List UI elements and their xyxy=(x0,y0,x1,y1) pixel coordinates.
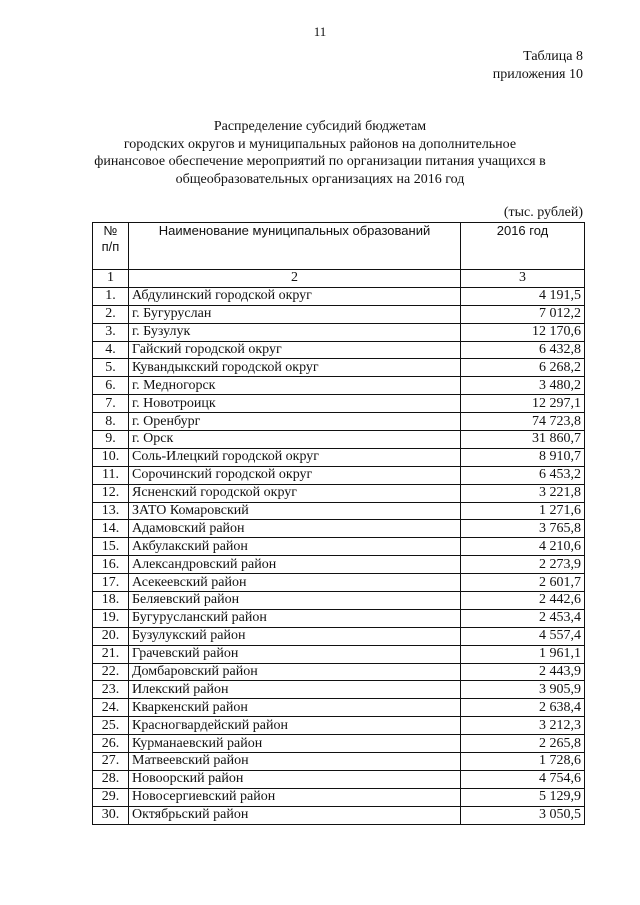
table-header-row xyxy=(93,223,585,270)
table-row xyxy=(93,788,585,806)
row-number: 2. xyxy=(93,305,129,323)
table-row xyxy=(93,753,585,771)
row-value: 2 601,7 xyxy=(461,574,585,592)
table-row xyxy=(93,377,585,395)
row-value: 2 443,9 xyxy=(461,663,585,681)
title-line1: Распределение субсидий бюджетам xyxy=(213,119,427,134)
column-index-1: 1 xyxy=(93,270,129,288)
table-row xyxy=(93,502,585,520)
table-row xyxy=(93,592,585,610)
row-number: 17. xyxy=(93,574,129,592)
row-value: 3 765,8 xyxy=(461,520,585,538)
row-number: 18. xyxy=(93,592,129,610)
table-row xyxy=(93,323,585,341)
row-value: 2 442,6 xyxy=(461,592,585,610)
header-number xyxy=(93,223,129,270)
table-row xyxy=(93,484,585,502)
row-value: 8 910,7 xyxy=(461,448,585,466)
table-row xyxy=(93,717,585,735)
table-row xyxy=(93,413,585,431)
table-row xyxy=(93,627,585,645)
row-name: Абдулинский городской округ xyxy=(129,287,461,305)
row-number: 26. xyxy=(93,735,129,753)
row-name: Бузулукский район xyxy=(129,627,461,645)
row-number: 9. xyxy=(93,431,129,449)
row-value: 4 210,6 xyxy=(461,538,585,556)
table-row xyxy=(93,645,585,663)
row-name: Илекский район xyxy=(129,681,461,699)
row-value: 4 557,4 xyxy=(461,627,585,645)
header-year: 2016 год xyxy=(461,223,585,270)
row-value: 6 432,8 xyxy=(461,341,585,359)
row-number: 1. xyxy=(93,287,129,305)
row-value: 7 012,2 xyxy=(461,305,585,323)
row-number: 14. xyxy=(93,520,129,538)
row-name: Асекеевский район xyxy=(129,574,461,592)
row-name: Александровский район xyxy=(129,556,461,574)
row-name: Беляевский район xyxy=(129,592,461,610)
row-number: 3. xyxy=(93,323,129,341)
row-number: 15. xyxy=(93,538,129,556)
row-name: ЗАТО Комаровский xyxy=(129,502,461,520)
table-row xyxy=(93,448,585,466)
row-number: 5. xyxy=(93,359,129,377)
row-name: Ясненский городской округ xyxy=(129,484,461,502)
table-row xyxy=(93,359,585,377)
table-row xyxy=(93,699,585,717)
header-number-line2: п/п xyxy=(101,239,120,254)
header-number-line1: № xyxy=(103,223,118,238)
table-row xyxy=(93,770,585,788)
page-number: 11 xyxy=(313,24,327,39)
row-value: 2 265,8 xyxy=(461,735,585,753)
row-value: 1 728,6 xyxy=(461,753,585,771)
row-name: Сорочинский городской округ xyxy=(129,466,461,484)
row-number: 7. xyxy=(93,395,129,413)
table-row xyxy=(93,681,585,699)
row-number: 28. xyxy=(93,770,129,788)
row-value: 31 860,7 xyxy=(461,431,585,449)
column-index-row xyxy=(93,270,585,288)
row-value: 3 221,8 xyxy=(461,484,585,502)
row-value: 5 129,9 xyxy=(461,788,585,806)
row-value: 3 212,3 xyxy=(461,717,585,735)
row-name: Грачевский район xyxy=(129,645,461,663)
column-index-3: 3 xyxy=(461,270,585,288)
row-name: г. Оренбург xyxy=(129,413,461,431)
row-value: 6 268,2 xyxy=(461,359,585,377)
table-row xyxy=(93,574,585,592)
table-row xyxy=(93,431,585,449)
row-name: Домбаровский район xyxy=(129,663,461,681)
row-name: Кувандыкский городской округ xyxy=(129,359,461,377)
row-number: 16. xyxy=(93,556,129,574)
row-value: 2 453,4 xyxy=(461,609,585,627)
row-value: 1 961,1 xyxy=(461,645,585,663)
row-name: Матвеевский район xyxy=(129,753,461,771)
title-line4: общеобразовательных организациях на 2016 год xyxy=(175,171,465,187)
table-row xyxy=(93,556,585,574)
row-name: Адамовский район xyxy=(129,520,461,538)
table-row xyxy=(93,609,585,627)
row-name: г. Бузулук xyxy=(129,323,461,341)
row-name: Курманаевский район xyxy=(129,735,461,753)
table-row xyxy=(93,466,585,484)
row-number: 13. xyxy=(93,502,129,520)
row-number: 29. xyxy=(93,788,129,806)
row-value: 12 297,1 xyxy=(461,395,585,413)
row-value: 3 905,9 xyxy=(461,681,585,699)
row-value: 12 170,6 xyxy=(461,323,585,341)
row-value: 4 754,6 xyxy=(461,770,585,788)
table-ref-line1: Таблица 8 xyxy=(523,49,583,64)
row-number: 30. xyxy=(93,806,129,824)
row-name: Гайский городской округ xyxy=(129,341,461,359)
row-number: 27. xyxy=(93,753,129,771)
row-number: 19. xyxy=(93,609,129,627)
row-number: 25. xyxy=(93,717,129,735)
table-ref-line2: приложения 10 xyxy=(492,67,583,82)
table-row xyxy=(93,341,585,359)
row-number: 21. xyxy=(93,645,129,663)
row-name: Красногвардейский район xyxy=(129,717,461,735)
row-name: Кваркенский район xyxy=(129,699,461,717)
table-reference xyxy=(493,48,583,84)
row-number: 6. xyxy=(93,377,129,395)
row-name: Соль-Илецкий городской округ xyxy=(129,448,461,466)
row-name: Новосергиевский район xyxy=(129,788,461,806)
table-row xyxy=(93,287,585,305)
row-value: 2 638,4 xyxy=(461,699,585,717)
table-row xyxy=(93,806,585,824)
row-value: 6 453,2 xyxy=(461,466,585,484)
title-line2: городских округов и муниципальных районов на дополнительное xyxy=(123,136,517,152)
row-name: г. Медногорск xyxy=(129,377,461,395)
row-value: 3 050,5 xyxy=(461,806,585,824)
row-name: Бугурусланский район xyxy=(129,609,461,627)
title-line3: финансовое обеспечение мероприятий по организации питания учащихся в xyxy=(94,154,546,169)
row-value: 2 273,9 xyxy=(461,556,585,574)
row-name: Октябрьский район xyxy=(129,806,461,824)
row-name: г. Новотроицк xyxy=(129,395,461,413)
row-number: 23. xyxy=(93,681,129,699)
row-value: 1 271,6 xyxy=(461,502,585,520)
table-row xyxy=(93,538,585,556)
row-number: 8. xyxy=(93,413,129,431)
row-name: Новоорский район xyxy=(129,770,461,788)
row-number: 10. xyxy=(93,448,129,466)
row-number: 11. xyxy=(93,466,129,484)
table-row xyxy=(93,735,585,753)
table-row xyxy=(93,305,585,323)
row-value: 4 191,5 xyxy=(461,287,585,305)
row-number: 4. xyxy=(93,341,129,359)
row-number: 12. xyxy=(93,484,129,502)
column-index-2: 2 xyxy=(129,270,461,288)
row-name: Акбулакский район xyxy=(129,538,461,556)
document-title xyxy=(60,118,580,188)
row-value: 74 723,8 xyxy=(461,413,585,431)
row-name: г. Орск xyxy=(129,431,461,449)
row-name: г. Бугуруслан xyxy=(129,305,461,323)
units-label: (тыс. рублей) xyxy=(503,205,583,220)
header-name: Наименование муниципальных образований xyxy=(129,223,461,270)
row-number: 20. xyxy=(93,627,129,645)
table-row xyxy=(93,395,585,413)
row-number: 24. xyxy=(93,699,129,717)
row-value: 3 480,2 xyxy=(461,377,585,395)
row-number: 22. xyxy=(93,663,129,681)
table-row xyxy=(93,520,585,538)
table-row xyxy=(93,663,585,681)
subsidy-table xyxy=(92,222,585,825)
